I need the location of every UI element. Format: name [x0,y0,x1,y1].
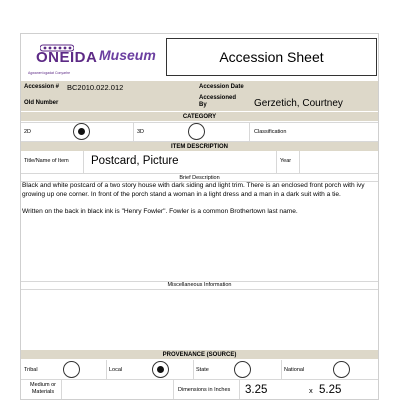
provenance-state-label: State [196,367,209,373]
page-title [166,38,377,76]
category-3d-label: 3D [137,129,145,135]
accession-number-value[interactable]: BC2010.022.012 [67,83,124,92]
dimension-separator: x [309,386,313,395]
accessioned-by-value[interactable]: Gerzetich, Courtney [254,98,343,109]
medium-label: Medium or Materials [30,382,56,395]
year-label: Year [280,158,292,164]
category-3d-radio[interactable] [188,123,205,140]
item-description-heading: ITEM DESCRIPTION [21,142,378,151]
provenance-local-label: Local [109,367,123,373]
provenance-tribal-label: Tribal [24,367,38,373]
provenance-heading: PROVENANCE (SOURCE) [21,350,378,359]
page-title-text: Accession Sheet [219,49,324,65]
category-2d-radio[interactable] [73,123,90,140]
classification-label: Classification [254,129,287,135]
brief-description-paragraph-1: Black and white postcard of a two story house with dark siding and light trim. There is an enclosed front porch with ivy growing up one corner. In front of the porch stand a woman in a light dress and a man in a dark suit with a tie. [22,182,365,198]
misc-info-label: Miscellaneous Information [167,282,232,288]
dimension-width-value[interactable]: 3.25 [245,384,268,396]
brief-description-text[interactable] [22,182,376,225]
logo-name: ONEIDA [36,49,98,66]
accession-number-label: Accession # [24,84,60,90]
category-heading: CATEGORY [21,112,378,121]
brief-description-label: Brief Description [179,175,220,181]
old-number-label: Old Number [24,100,59,106]
provenance-local-radio[interactable] [152,361,169,378]
category-2d-label: 2D [24,129,32,135]
provenance-tribal-radio[interactable] [63,361,80,378]
provenance-national-label: National [284,367,305,373]
brief-description-paragraph-2: Written on the back in black ink is "Henry Fowler". Fowler is a common Brothertown last name. [22,207,298,215]
logo-tagline: Agwanen'ogadat Conyarhe [28,71,71,75]
accession-date-label: Accession Date [199,84,244,90]
misc-info-area[interactable] [21,290,378,350]
item-name-label: Title/Name of Item [24,158,69,164]
dimensions-label: Dimensions in Inches [178,387,231,393]
accession-sheet [20,33,379,400]
dimension-height-value[interactable]: 5.25 [319,384,342,396]
medium-value[interactable] [63,381,173,397]
provenance-national-radio[interactable] [333,361,350,378]
museum-brand: Museum [99,47,156,63]
provenance-state-radio[interactable] [234,361,251,378]
item-name-value[interactable]: Postcard, Picture [91,155,179,167]
accessioned-by-label: Accessioned By [199,95,237,108]
